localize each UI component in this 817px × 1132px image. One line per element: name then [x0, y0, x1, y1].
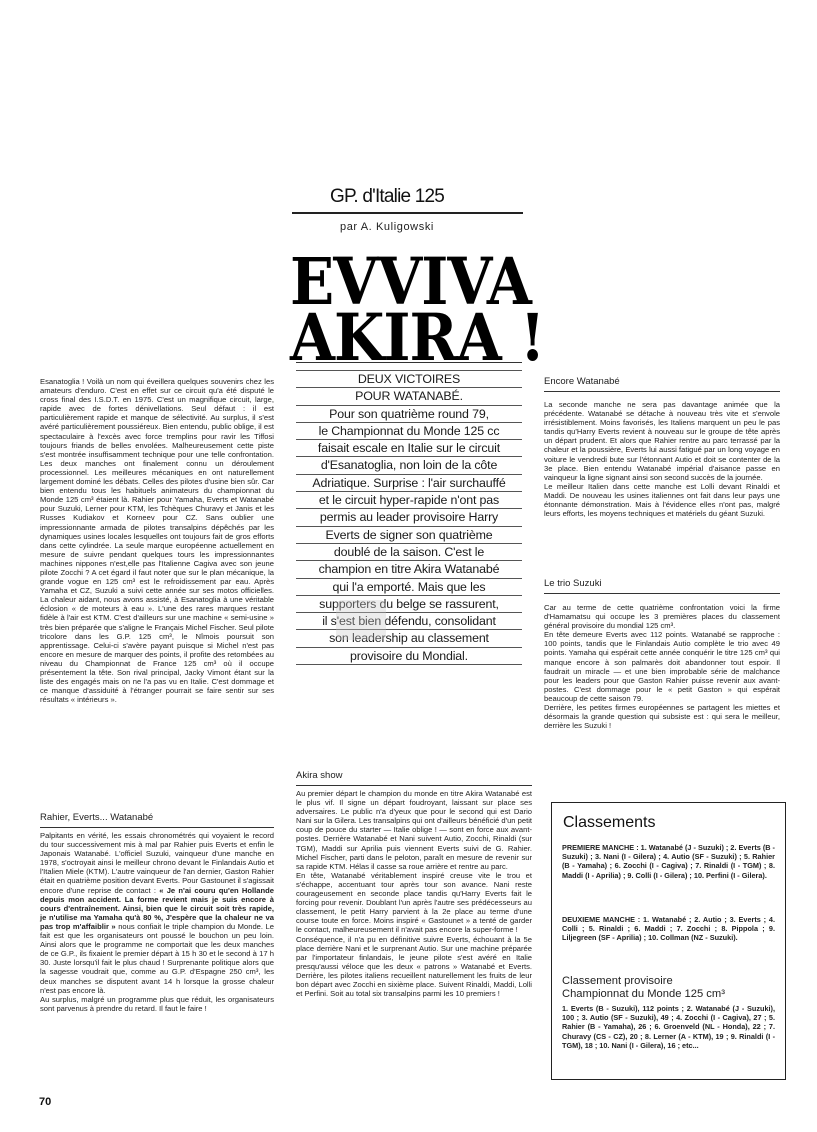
column1-section2-text — [40, 831, 274, 1013]
section2-text-a: Palpitants en vérité, les essais chronométrés qui voyaient le record du tour successivement mis à mal par Rahier puis Everts et enfin le Japonais Watanabé. L'officiel Suzuki, vainqueur d'une manche en 1978, s'octroyait ainsi le meilleur chrono devant le Finlandais Autio et l'Italien Miele (KTM). L'autre vainqueur de l'an dernier, Gaston Rahier était en quatrième position devant Everts. Pour Gastounet il s'agissait encore d'une reprise de contact : — [40, 831, 274, 895]
page-number: 70 — [39, 1096, 52, 1108]
section-rule — [296, 785, 532, 786]
intro-line: d'Esanatoglia, non loin de la côte — [296, 457, 522, 474]
column1-opening-text: Esanatoglia ! Voilà un nom qui éveillera quelques souvenirs chez les amateurs d'enduro. C'est en effet sur ce circuit qu'a été disputé le cross final des I.S.D.T. en 1975. C'est un magnifique circuit, large, rapide avec de fortes dénivellations. Seul défaut : il est particulièrement rapide et manque de sélectivité. Au surplus, il s'est avéré particulièrement poussiéreux. Bien entendu, public oblige, il est spectaculaire à l'excès avec force tremplins pour ravir les Tiffosi toujours friands de belles envolées. Malheureusement cette piste s'est montrée insuffisamment technique pour une telle confrontation. Les deux manches ont finalement connu un déroulement processionnel. Les meilleures mécaniques en ont naturellement largement dominé les débats. Celles des pilotes d'usine bien sûr. Car bien entendu tous les habituels animateurs du championnat du Monde 125 cm³ étaient là. Rahier pour Yamaha, Everts et Watanabé pour Suzuki, Lerner pour KTM, les Tchèques Churavy et Janis et les Russes Kudiakov et Korneev pour CZ. Sans oublier une impressionnante armada de pilotes transalpins dépêchés par les dynamiques usines locales lesquelles ont toujours fait de gros efforts dans cette cylindrée. La seule marque européenne actuellement en mesure de suivre pendant quelques tours les impressionnantes machines nippones n'est,elle pas l'Italienne Cagiva avec son jeune pilote Zocchi ? A cet égard il faut noter que sur le plan mécanique, la grande vogue en 125 cm³ est le refroidissement par eau. Après Yamaha et CZ, Suzuki a suivi cette année sur ses motos officielles. La chaleur aidant, nous avons assisté, à Esanatoglia à une véritable éclosion « de moteurs à eau ». L'une des rares marques restant fidèle à l'air est KTM. C'est d'ailleurs sur une machine « semi-usine » très bien préparée que s'aligne le Français Michel Fischer. Seul pilote tricolore dans les G.P. 125 cm³, le Nîmois poursuit son apprentissage. Celui-ci s'avère payant puisque si Michel n'est pas encore en mesure de marquer des points, il profite des retombées au niveau du Championnat de France 125 cm³ où il occupe présentement la tête. Son rival principal, Jacky Vimont étant sur la liste des engagés mais on ne l'a pas vu en Italie. C'est dommage et ce manque d'assiduité à l'étranger pourrait se faire sentir sur ses résultats « intérieurs ». — [40, 377, 274, 705]
title-rule — [292, 212, 523, 214]
intro-line: POUR WATANABÉ. — [296, 388, 522, 405]
provisoire-title: Classement provisoire Championnat du Monde 125 cm³ — [562, 975, 725, 1000]
section-title-akira-show: Akira show — [296, 770, 343, 781]
intro-box — [296, 370, 522, 665]
intro-line: il s'est bien défendu, consolidant — [296, 613, 522, 630]
deuxieme-manche-results: DEUXIEME MANCHE : 1. Watanabé ; 2. Autio ; 3. Everts ; 4. Colli ; 5. Rinaldi ; 6. Maddi ; 7. Zocchi ; 8. Pippola ; 9. Liljegreen (SF - Aprilia) ; 10. Collman (NZ - Suzuki). — [562, 915, 775, 943]
intro-line: et le circuit hyper-rapide n'ont pas — [296, 492, 522, 509]
provisoire-results: 1. Everts (B - Suzuki), 112 points ; 2. Watanabé (J - Suzuki), 100 ; 3. Autio (SF - Suzuki), 49 ; 4. Zocchi (I - Cagiva), 27 ; 5. Rahier (B - Yamaha), 26 ; 6. Groenveld (NL - Honda), 22 ; 7. Churavy (CS - CZ), 20 ; 8. Lerner (A - KTM), 19 ; 9. Rinaldi (I - TGM), 18 ; 10. Nani (I - Gilera), 16 ; etc... — [562, 1004, 775, 1050]
intro-top-rule — [296, 362, 522, 363]
section-title-encore-watanabe: Encore Watanabé — [544, 376, 620, 387]
section2-text-b: nous confiait le triple champion du Monde. Le fait est que les organisateurs ont poussé le bouchon un peu loin. Ainsi alors que le programme ne comportait que les deux manches de ce G.P., ils fixaient le premier départ à 15 h 30 et le second à 17 h 30. Juste lorsqu'il fait le plus chaud ! Surprenante politique alors que la sagesse voudrait que, comme au G.P. d'Espagne 250 cm³, les deux manches se disputent avant 14 h lorsque la grosse chaleur n'est pas encore là. Au surplus, malgré un programme plus que réduit, les organisateurs sont parvenus à prendre du retard. Il faut le faire ! — [40, 921, 274, 1013]
column2-text: Au premier départ le champion du monde en titre Akira Watanabé est le plus vif. Il signe un départ foudroyant, laissant sur place ses adversaires. Le public n'a d'yeux que pour le second qui est Dario Nani sur la Gilera. Les transalpins qui ont d'ailleurs bénéficié d'un petit coup de pouce du starter — Italie oblige ! — sont en force aux avant-postes. Derrière Watanabé et Nani suivent Autio, Zocchi, Rinaldi (sur TGM), Maddi sur Aprilia puis viennent Everts suivi de G. Rahier. Michel Fischer, parti dans le peloton, paraît en mesure de revenir sur sa rapide KTM. Hélas il casse sa roue arrière et rentre au parc. En tête, Watanabé véritablement inspiré creuse vite le trou et s'échappe, accentuant tour après tour son avance. Nani reste courageusement en seconde place tandis qu'Harry Everts fait le forcing pour revenir. Doublant l'un après l'autre ses prédécesseurs au classement, le petit Harry parvient à la 2e place au terme d'une course toute en force. Moins inspiré « Gastounet » a tenté de garder le contact, malheureusement il n'avait pas encore la super-forme ! Conséquence, il n'a pu en définitive suivre Everts, échouant à la 5e place derrière Nani et le surprenant Autio. Sur une machine préparée par l'importateur finlandais, le jeune pilote s'est avéré en Italie presqu'aussi véloce que les deux « patrons » Watanabé et Everts. Derrière, les pilotes italiens recueillent naturellement les fruits de leur bon départ avec Zocchi en sixième place. Suivent Rinaldi, Maddi, Lolli et Perfini. Soit au total six transalpins parmi les 10 premiers ! — [296, 789, 532, 999]
column3-section2-text: Car au terme de cette quatrième confrontation voici la firme d'Hamamatsu qui occupe les 3 premières places du classement général provisoire du mondial 125 cm³. En tête demeure Everts avec 112 points. Watanabé se rapproche : 100 points, tandis que le Finlandais Autio complète le trio avec 49 points. Yamaha qui espérait cette année conquérir le titre 125 cm³ qui manque encore à son palmarès doit abandonner tout espoir. Il faudrait un miracle — et une bien improbable série de malchance pour les leaders pour que Gaston Rahier puisse revenir aux avant-postes. C'est dommage pour le « petit Gaston » qui espérait beaucoup de cette saison 79. Derrière, les petites firmes européennes se partagent les miettes et désormais la grande question qui subsiste est : qui sera le meilleur, derrière les Suzuki ! — [544, 603, 780, 731]
section-title-rahier-everts: Rahier, Everts... Watanabé — [40, 812, 154, 823]
intro-line: doublé de la saison. C'est le — [296, 544, 522, 561]
watermark-stamp — [336, 600, 386, 640]
event-title: GP. d'Italie 125 — [330, 186, 445, 207]
intro-line: permis au leader provisoire Harry — [296, 509, 522, 526]
column3-section1-text: La seconde manche ne sera pas davantage animée que la précédente. Watanabé se détache à nouveau très vite et s'envole irrésistiblement. Moins favorisés, les Italiens marquent un peu le pas tandis qu'Harry Everts revient à nouveau sur le groupe de tête après un départ prudent. Et alors que Rahier rentre au parc terrassé par la chaleur et la poussière, Everts lui aussi fatigué par un long voyage en voiture le vendredi bute sur l'étonnant Autio et doit se contenter de la 3e place. Bien entendu Watanabé impérial d'aisance passe en vainqueur la ligne signant ainsi son second succès de la journée. Le meilleur Italien dans cette manche est Lolli devant Rinaldi et Maddi. De nouveau les usines italiennes ont fait dans leur pays une étonnante démonstration. Mais à l'évidence elles n'ont pas, malgré leurs efforts, les moyens techniques et matériels du géant Suzuki. — [544, 400, 780, 519]
intro-line: Pour son quatrième round 79, — [296, 406, 522, 423]
section-title-trio-suzuki: Le trio Suzuki — [544, 578, 602, 589]
intro-line: supporters du belge se rassurent, — [296, 596, 522, 613]
intro-line: provisoire du Mondial. — [296, 648, 522, 665]
section-rule — [40, 827, 274, 828]
premiere-manche-results: PREMIERE MANCHE : 1. Watanabé (J - Suzuki) ; 2. Everts (B - Suzuki) ; 3. Nani (I - Gilera) ; 4. Autio (SF - Suzuki) ; 5. Rahier (B - Yamaha) ; 6. Zocchi (I - Cagiva) ; 7. Rinaldi (I - TGM) ; 8. Maddi (I - Aprilia) ; 9. Colli (I - Gilera) ; 10. Perfini (I - Gilera). — [562, 843, 775, 880]
section-rule — [544, 593, 780, 594]
intro-line: faisait escale en Italie sur le circuit — [296, 440, 522, 457]
byline: par A. Kuligowski — [340, 221, 434, 233]
intro-line: champion en titre Akira Watanabé — [296, 561, 522, 578]
classements-box — [551, 802, 786, 1080]
classements-title: Classements — [563, 814, 656, 831]
intro-line: Everts de signer son quatrième — [296, 527, 522, 544]
intro-line: son leadership au classement — [296, 630, 522, 647]
intro-line: le Championnat du Monde 125 cc — [296, 423, 522, 440]
intro-line: DEUX VICTOIRES — [296, 370, 522, 388]
headline-line-1: EVVIVA — [290, 243, 531, 320]
headline-line-2: AKIRA ! — [290, 299, 545, 376]
rahier-quote: « Je n'ai couru qu'en Hollande depuis mon accident. La forme revient mais je suis encore à cours d'entraînement. Ainsi, bien que le circuit soit très rapide, je n'utilise ma Yamaha qu'à 80 %, J'espère que la chaleur ne va pas trop m'affaiblir » — [40, 885, 274, 931]
section-rule — [544, 391, 780, 392]
intro-line: qui l'a emporté. Mais que les — [296, 579, 522, 596]
intro-line: Adriatique. Surprise : l'air surchauffé — [296, 475, 522, 492]
